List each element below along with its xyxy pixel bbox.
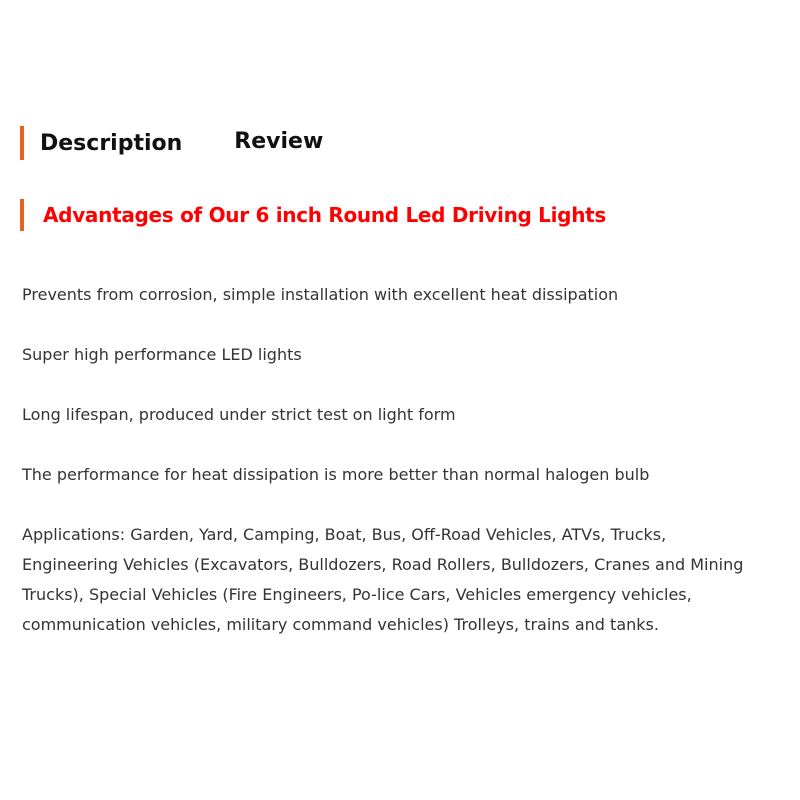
product-tabs bbox=[20, 126, 323, 160]
applications-paragraph: Applications: Garden, Yard, Camping, Boat, Bus, Off-Road Vehicles, ATVs, Trucks, Engineering Vehicles (Excavators, Bulldozers, Road Rollers, Bulldozers, Cranes and Mining Trucks), Special Vehicles (Fire Engineers, Po-lice Cars, Vehicles emergency vehicles, communication vehicles, military command vehicles) Trolleys, trains and tanks. bbox=[22, 525, 744, 634]
tab-description-label: Description bbox=[40, 130, 183, 156]
feature-paragraph: Long lifespan, produced under strict test on light form bbox=[22, 405, 456, 424]
feature-paragraph: The performance for heat dissipation is more better than normal halogen bulb bbox=[22, 465, 650, 484]
tab-review[interactable] bbox=[234, 129, 323, 154]
tab-review-label: Review bbox=[234, 128, 324, 154]
feature-paragraph: Prevents from corrosion, simple installation with excellent heat dissipation bbox=[22, 285, 619, 304]
feature-paragraph: Super high performance LED lights bbox=[22, 345, 302, 364]
section-heading bbox=[20, 199, 606, 231]
description-content bbox=[22, 280, 752, 640]
section-heading-text: Advantages of Our 6 inch Round Led Driving Lights bbox=[43, 203, 607, 227]
tab-description[interactable] bbox=[20, 126, 182, 160]
